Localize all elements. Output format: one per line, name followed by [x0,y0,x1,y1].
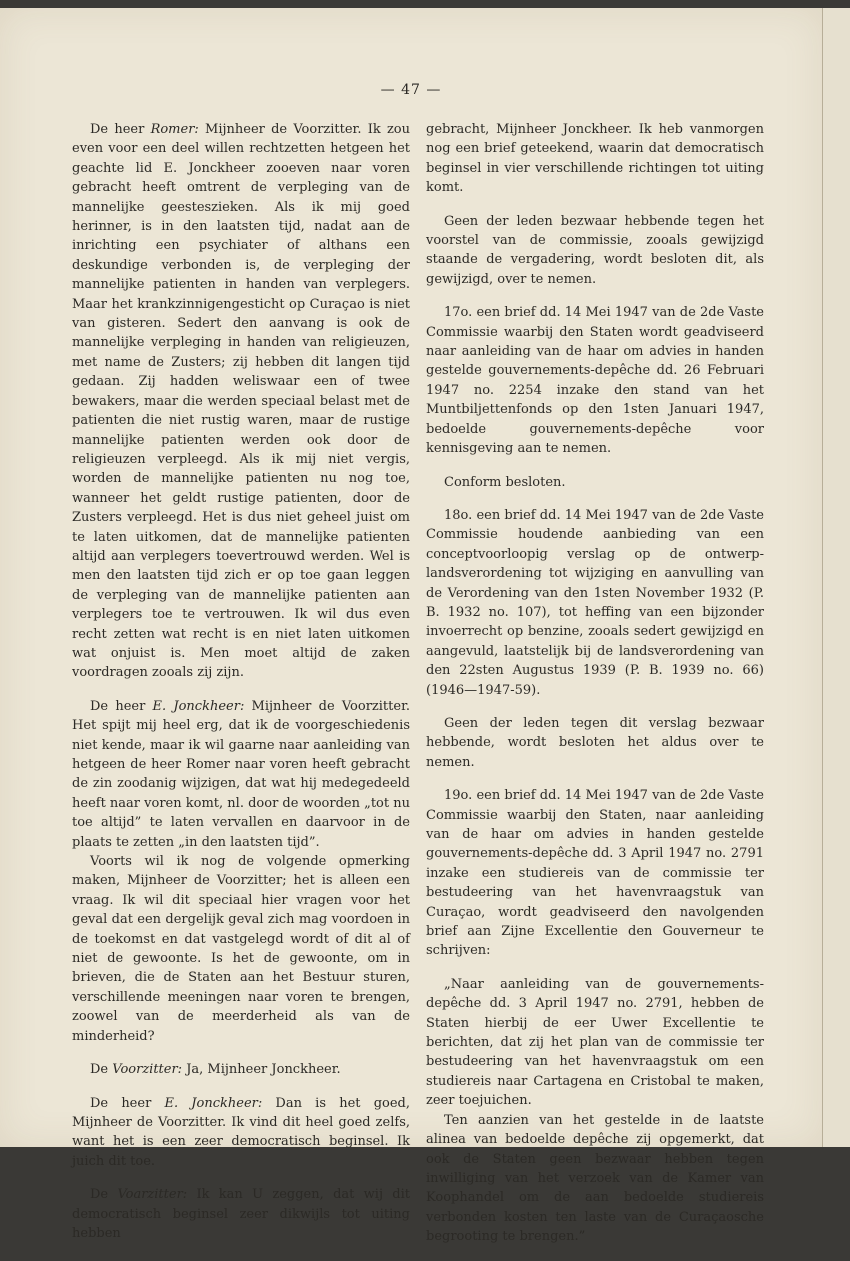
paragraph-text: Ik kan U zeggen, dat wij dit democratisch beginsel zeer dikwijls tot uiting hebben [72,1187,410,1241]
speaker-prefix: De heer [90,698,153,714]
paragraph [72,1060,410,1079]
paragraph: Geen der leden bezwaar hebbende tegen het voorstel van de commissie, zooals gewijzigd staande de vergadering, wordt besloten dit, als gewijzigd, over te nemen. [426,213,764,287]
page-number: — 47 — [380,82,442,98]
paragraph: „Naar aanleiding van de gouvernements-depêche dd. 3 April 1947 no. 2791, hebben de Staten hierbij de eer Uwer Excellentie te berichten, dat zij het plan van de commissie ter bestudeering van het havenvraagstuk om een studiereis naar Cartagena en Cristobal te maken, zeer toejuichen. [426,976,764,1109]
paragraph: Conform besloten. [444,474,566,490]
speaker-name: Romer: [150,122,199,137]
paragraph [72,120,410,683]
left-column [72,120,410,1257]
paragraph [72,697,410,852]
speaker-name: E. Jonckheer: [164,1095,263,1111]
paragraph: gebracht, Mijnheer Jonckheer. Ik heb vanmorgen nog een brief geteekend, waarin dat democratisch beginsel in vier verschillende richtingen tot uiting komt. [426,122,764,196]
paragraph: Voorts wil ik nog de volgende opmerking maken, Mijnheer de Voorzitter; het is alleen een vraag. Ik wil dit speciaal hier vragen voor het geval dat een dergelijk geval zich mag voordoen in de toekomst en dat vastgelegd wordt of dit al of niet de gewoonte. Is het de gewoonte, om in brieven, die de Staten aan het Bestuur sturen, verschillende meeningen naar voren te brengen, zoowel van de meerderheid als van de minderheid? [72,854,410,1044]
paragraph: Ten aanzien van het gestelde in de laatste alinea van bedoelde depêche zij opgemerkt, dat ook de Staten geen bezwaar hebben tegen inwilliging van het verzoek van de Kamer van Koophandel om de aan bedoelde studiereis verbonden kosten ten laste van de Curaçaosche begrooting te brengen.” [426,1112,764,1245]
paragraph: Geen der leden tegen dit verslag bezwaar hebbende, wordt besloten het aldus over te nemen. [426,715,764,770]
paragraph: 18o. een brief dd. 14 Mei 1947 van de 2de Vaste Commissie houdende aanbieding van een conceptvoorloopig verslag op de ontwerp-landsverordening tot wijziging en aanvulling van de Verordening van den 1sten November 1932 (P. B. 1932 no. 107), tot heffing van een bijzonder invoerrecht op benzine, zooals sedert gewijzigd en aangevuld, laatstelijk bij de landsverordening van den 22sten Augustus 1939 (P. B. 1939 no. 66) (1946—1947-59). [426,507,764,698]
speaker-prefix: De heer [90,1095,165,1111]
paragraph [72,1094,410,1172]
speaker-prefix: De [90,1062,113,1078]
paragraph-text: Dan is het goed, Mijnheer de Voorzitter. Ik vind dit heel goed zelfs, want het is een zeer democratisch beginsel. Ik juich dit toe. [72,1095,410,1169]
speaker-prefix: De [90,1187,118,1203]
paragraph: 17o. een brief dd. 14 Mei 1947 van de 2de Vaste Commissie waarbij den Staten wordt geadviseerd naar aanleiding van de haar om advies in handen gestelde gouvernements-depêche dd. 26 Februari 1947 no. 2254 inzake den stand van het Muntbiljettenfonds op den 1sten Januari 1947, bedoelde gouvernements-depêche voor kennisgeving aan te nemen. [426,305,764,457]
page-edge [822,8,850,1147]
speaker-name: Voorzitter: [112,1062,183,1078]
paragraph-text: Mijnheer de Voorzitter. Ik zou even voor een deel willen rechtzetten hetgeen het geachte lid E. Jonckheer zooeven naar voren gebracht heeft omtrent de verpleging van de mannelijke geesteszieken. Als ik mij goed herinner, is in den laatsten tijd, nadat aan de inrichting een psychiater of althans een deskundige verbonden is, de verpleging der mannelijke patienten in handen van verplegers. Maar het krankzinnigengesticht op Curaçao is niet van gisteren. Sedert den aanvang is ook de mannelijke verpleging in handen van religieuzen, met name de Zusters; zij hebben dit langen tijd gedaan. Zij hadden weliswaar een of twee bewakers, maar die werden speciaal belast met de patienten die niet rustig waren, maar de rustige mannelijke patienten werden ook door de religieuzen verpleegd. Als ik mij niet vergis, worden de mannelijke patienten nu nog toe, wanneer het geldt rustige patienten, door de Zusters verpleegd. Het is dus niet geheel juist om te laten uitkomen, dat de mannelijke patienten altijd aan verplegers toevertrouwd werden. Wel is men den laatsten tijd zich er op toe gaan leggen de verpleging van de mannelijke patienten aan verplegers toe te vertrouwen. Ik wil dus even recht zetten wat recht is en niet laten uitkomen wat onjuist is. Men moet altijd de zaken voordragen zooals zij zijn. [72,122,411,681]
paragraph-text: Ja, Mijnheer Jonckheer. [182,1062,341,1078]
paragraph-text: Mijnheer de Voorzitter. Het spijt mij heel erg, dat ik de voorgeschiedenis niet kende, maar ik wil gaarne naar aanleiding van hetgeen de heer Romer naar voren heeft gebracht de zin zoodanig wijzigen, dat wat hij medegedeeld heeft naar voren komt, nl. door de woorden „tot nu toe altijd” te laten vervallen en daarvoor in de plaats te zetten „in den laatsten tijd”. [72,698,410,850]
paragraph [72,1185,410,1243]
paragraph: 19o. een brief dd. 14 Mei 1947 van de 2de Vaste Commissie waarbij den Staten, naar aanleiding van de haar om advies in handen gestelde gouvernements-depêche dd. 3 April 1947 no. 2791 inzake een studiereis van de commissie ter bestudeering van het havenvraagstuk van Curaçao, wordt geadviseerd den navolgenden brief aan Zijne Excellentie den Gouverneur te schrijven: [426,788,764,959]
speaker-prefix: De heer [90,122,151,137]
right-column [426,120,764,1261]
speaker-name: E. Jonckheer: [152,698,245,714]
speaker-name: Voarzitter: [117,1187,188,1203]
